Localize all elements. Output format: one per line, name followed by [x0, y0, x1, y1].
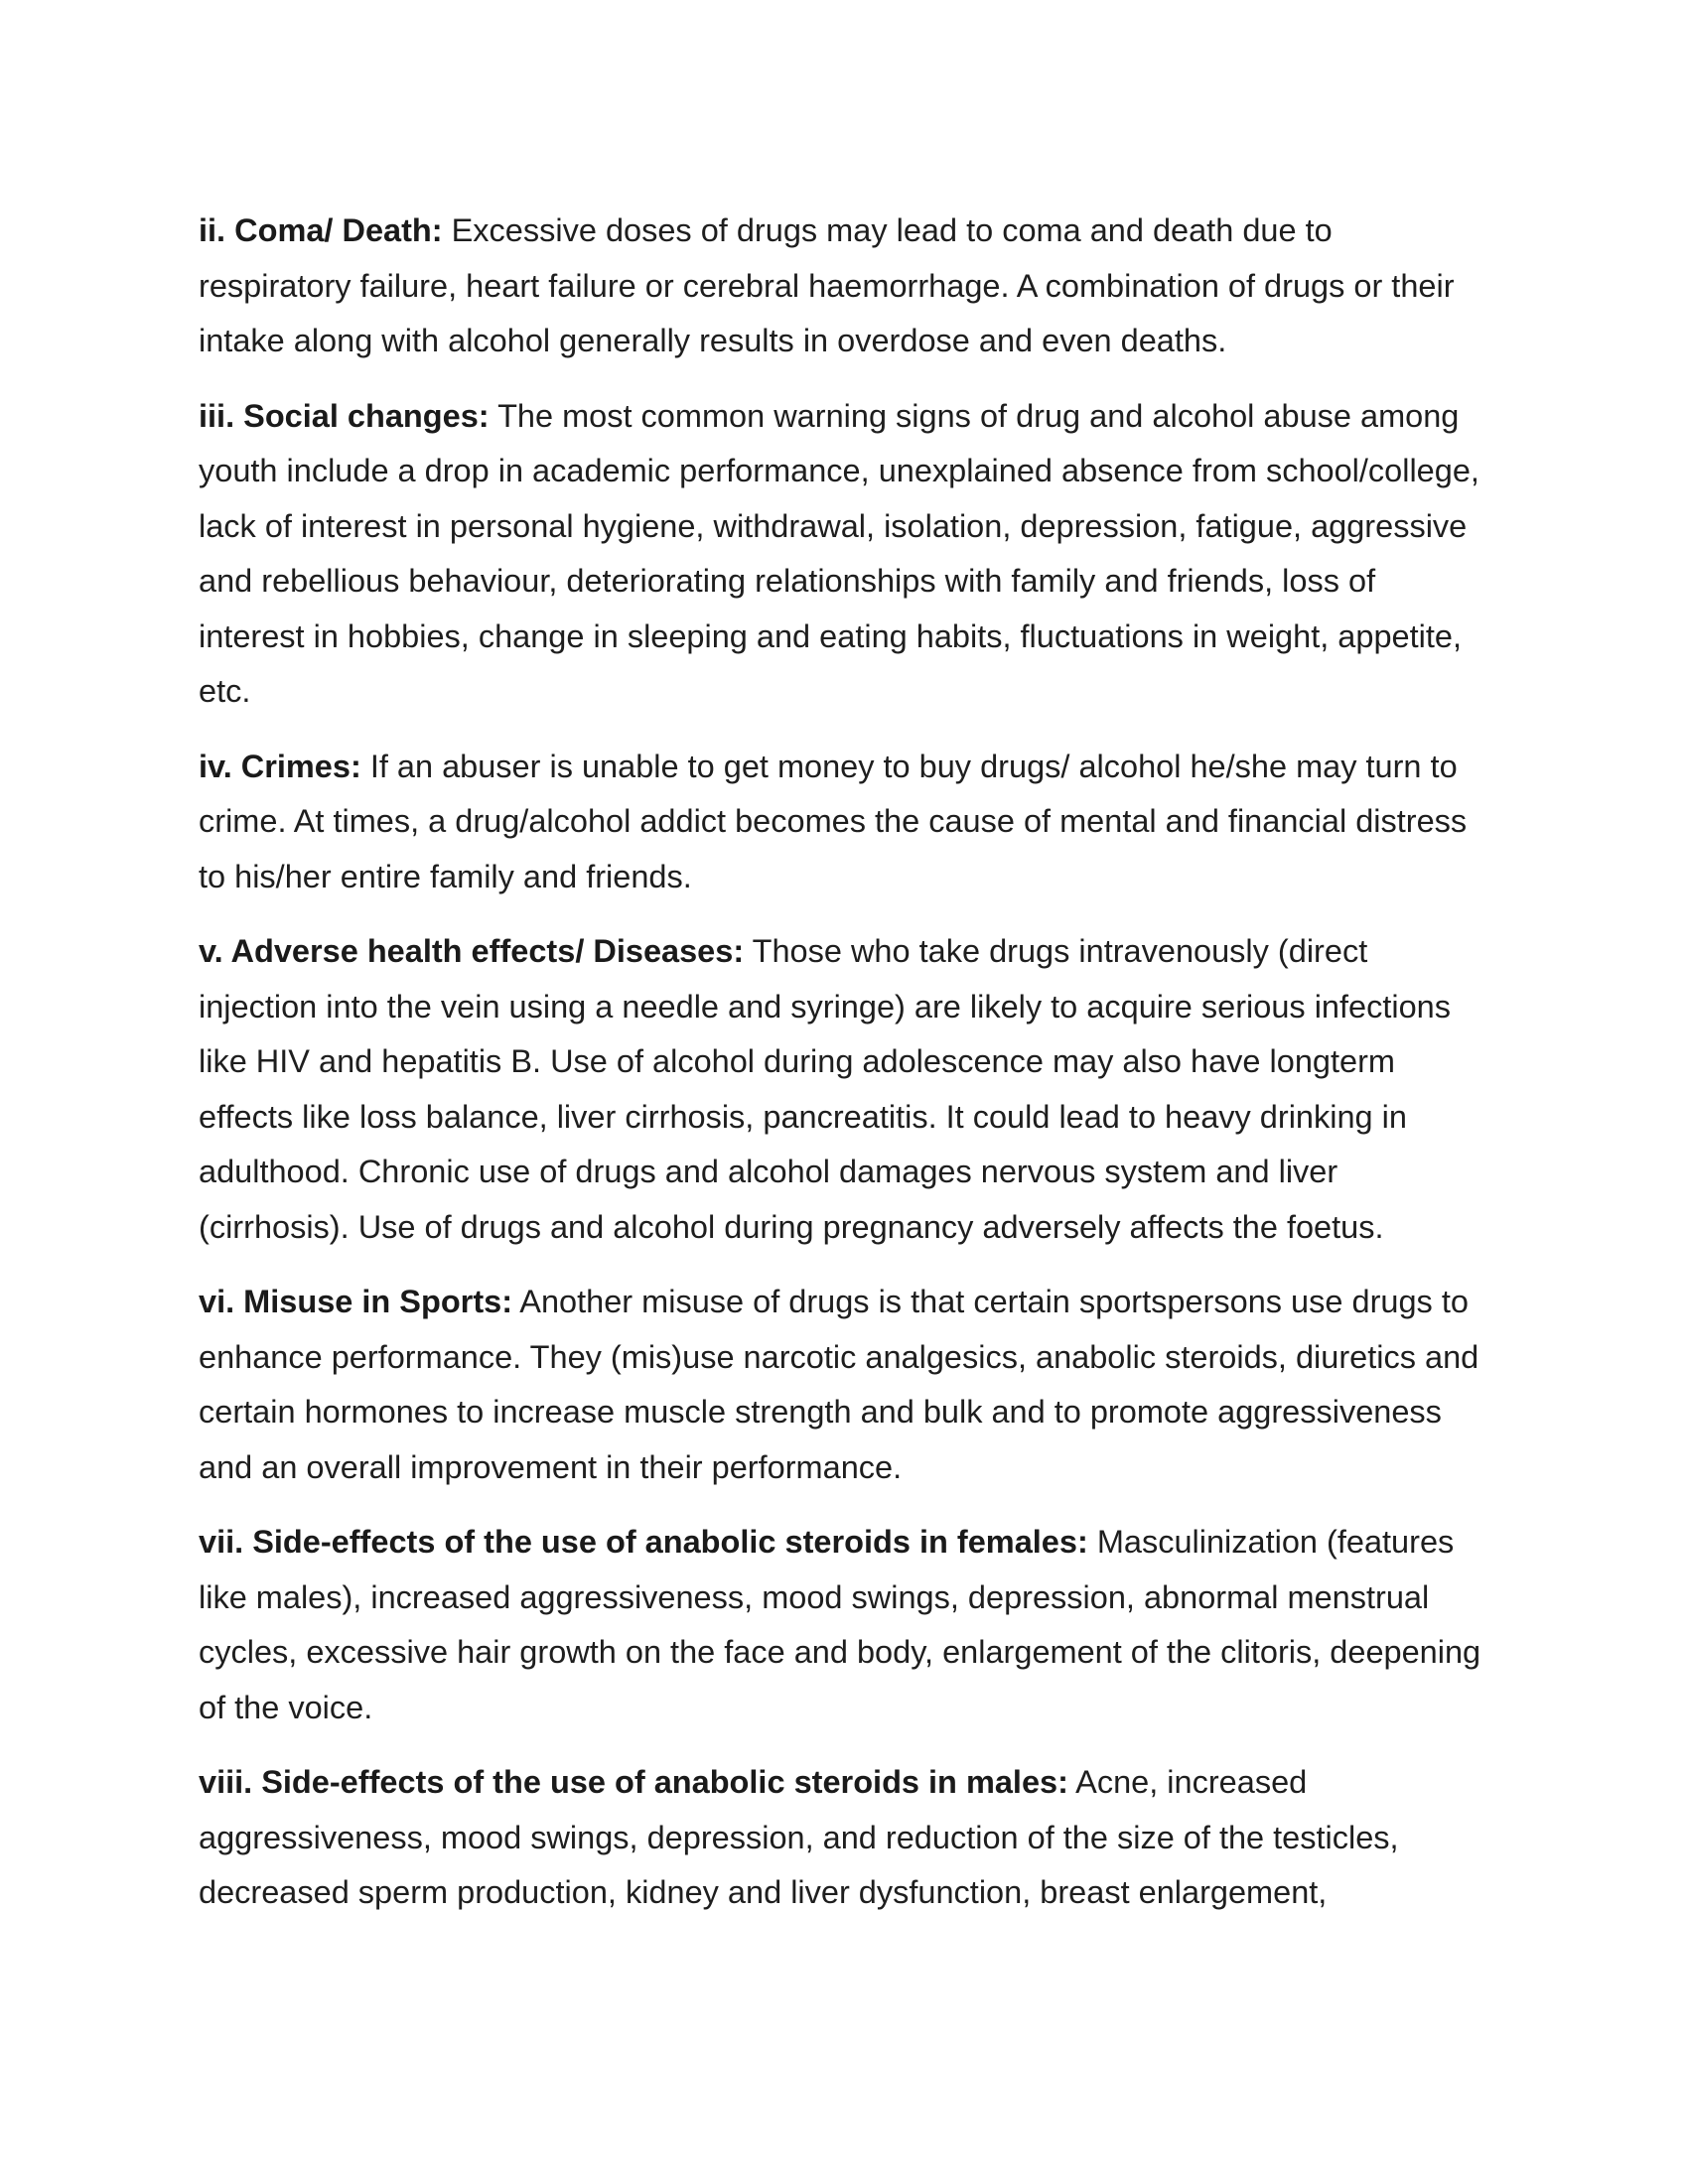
paragraph-adverse-health-effects: [199, 924, 1489, 1255]
paragraph-text: If an abuser is unable to get money to buy drugs/ alcohol he/she may turn to crime. At times, a drug/alcohol addict becomes the cause of mental and financial distress to his/her entire family and friends.: [199, 748, 1468, 894]
paragraph-term: viii. Side-effects of the use of anabolic steroids in males:: [199, 1764, 1068, 1800]
paragraph-text: Masculinization (features like males), increased aggressiveness, mood swings, depression, abnormal menstrual cycles, excessive hair growth on the face and body, enlargement of the clitoris, deepening of the voice.: [199, 1524, 1481, 1725]
paragraph-text: Those who take drugs intravenously (direct injection into the vein using a needle and syringe) are likely to acquire serious infections like HIV and hepatitis B. Use of alcohol during adolescence may also have longterm effects like loss balance, liver cirrhosis, pancreatitis. It could lead to heavy drinking in adulthood. Chronic use of drugs and alcohol damages nervous system and liver (cirrhosis). Use of drugs and alcohol during pregnancy adversely affects the foetus.: [199, 933, 1452, 1245]
paragraph-term: vi. Misuse in Sports:: [199, 1284, 513, 1319]
paragraph-crimes: [199, 740, 1489, 905]
paragraph-coma-death: [199, 204, 1489, 369]
paragraph-term: iv. Crimes:: [199, 748, 361, 784]
paragraph-text: Acne, increased aggressiveness, mood swings, depression, and reduction of the size of the testicles, decreased sperm production, kidney and liver dysfunction, breast enlargement,: [199, 1764, 1399, 1910]
paragraph-steroids-males: [199, 1755, 1489, 1921]
document-page: [199, 204, 1489, 1941]
paragraph-social-changes: [199, 389, 1489, 720]
paragraph-term: v. Adverse health effects/ Diseases:: [199, 933, 745, 969]
paragraph-steroids-females: [199, 1515, 1489, 1735]
paragraph-text: Another misuse of drugs is that certain sportspersons use drugs to enhance performance. They (mis)use narcotic analgesics, anabolic steroids, diuretics and certain hormones to increase muscle strength and bulk and to promote aggressiveness and an overall improvement in their performance.: [199, 1284, 1479, 1485]
paragraph-text: Excessive doses of drugs may lead to coma and death due to respiratory failure, heart failure or cerebral haemorrhage. A combination of drugs or their intake along with alcohol generally results in overdose and even deaths.: [199, 212, 1455, 358]
paragraph-term: vii. Side-effects of the use of anabolic steroids in females:: [199, 1524, 1088, 1560]
paragraph-term: iii. Social changes:: [199, 397, 490, 434]
paragraph-text: The most common warning signs of drug and alcohol abuse among youth include a drop in academic performance, unexplained absence from school/college, lack of interest in personal hygiene, withdrawal, isolation, depression, fatigue, aggressive and rebellious behaviour, deteriorating relationships with family and friends, loss of interest in hobbies, change in sleeping and eating habits, fluctuations in weight, appetite, etc.: [199, 397, 1479, 709]
paragraph-term: ii. Coma/ Death:: [199, 212, 443, 248]
paragraph-misuse-in-sports: [199, 1275, 1489, 1495]
